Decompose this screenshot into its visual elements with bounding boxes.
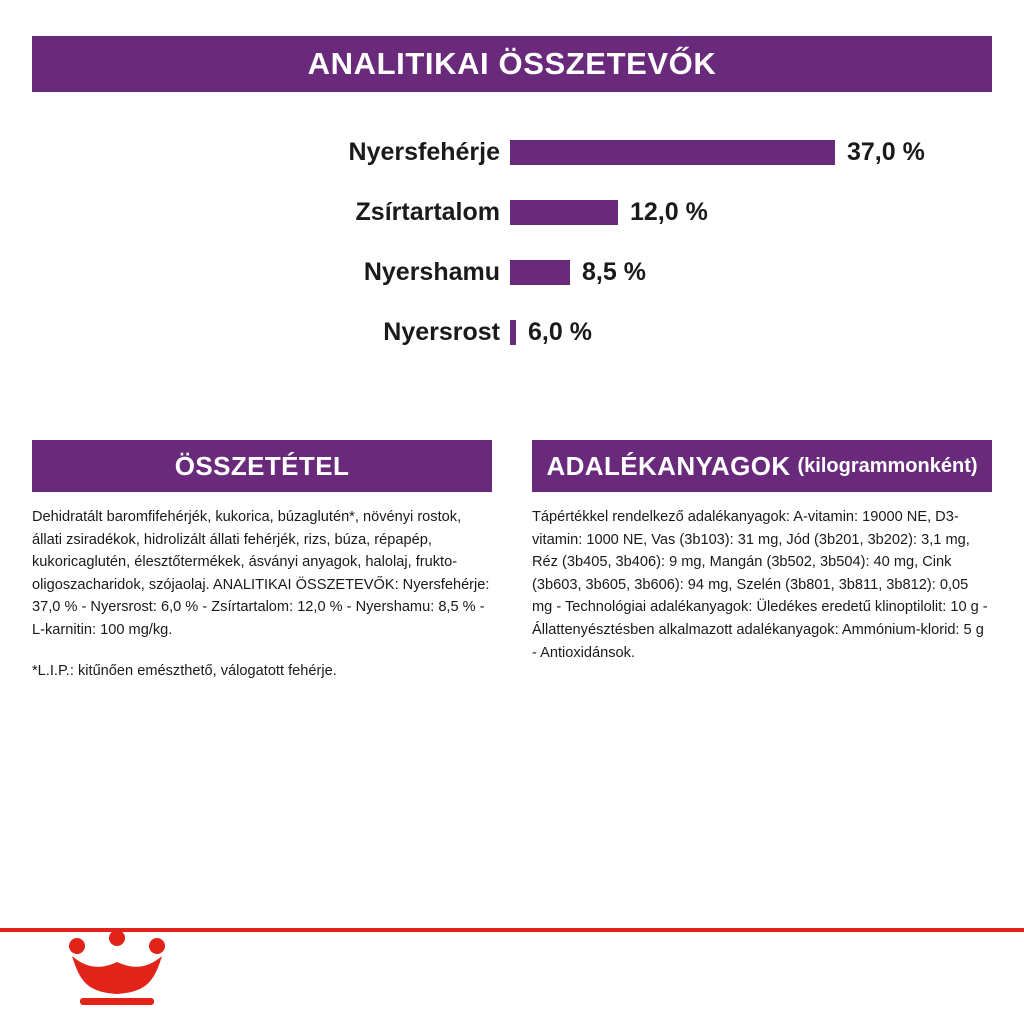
chart-value-label: 12,0 % <box>630 197 708 226</box>
composition-footnote: *L.I.P.: kitűnően emészthető, válogatott fehérje. <box>32 662 337 679</box>
chart-value-label: 8,5 % <box>582 257 646 286</box>
composition-heading-banner <box>32 440 492 492</box>
chart-row <box>32 250 992 294</box>
composition-paragraph: Dehidratált baromfifehérjék, kukorica, búzaglutén*, növényi rostok, állati zsiradékok, hidrolizált állati fehérjék, rizs, búza, répapép, kukoricaglutén, élesztőtermékek, ásványi anyagok, halolaj, frukto-oligoszacharidok, szójaolaj. ANALITIKAI ÖSSZETEVŐK: Nyersfehérje: 37,0 % - Nyersrost: 6,0 % - Zsírtartalom: 12,0 % - Nyershamu: 8,5 % - L-karnitin: 100 mg/kg. <box>32 509 490 639</box>
chart-bar <box>510 200 618 225</box>
analytical-constituents-chart <box>32 130 992 370</box>
chart-category-label: Nyersrost <box>383 317 500 346</box>
chart-bar <box>510 140 835 165</box>
additives-heading: ADALÉKANYAGOK <box>546 450 791 481</box>
chart-bar <box>510 260 570 285</box>
composition-section <box>32 440 492 682</box>
royal-canin-crown-icon <box>62 930 172 1006</box>
chart-row <box>32 190 992 234</box>
chart-value-label: 6,0 % <box>528 317 592 346</box>
chart-row <box>32 130 992 174</box>
page-title: ANALITIKAI ÖSSZETEVŐK <box>307 46 717 81</box>
additives-paragraph: Tápértékkel rendelkező adalékanyagok: A-vitamin: 19000 NE, D3-vitamin: 1000 NE, Vas (3b103): 31 mg, Jód (3b201, 3b202): 3,1 mg, Réz (3b405, 3b406): 9 mg, Mangán (3b502, 3b504): 40 mg, Cink (3b603, 3b605, 3b606): 94 mg, Szelén (3b801, 3b811, 3b812): 0,05 mg - Technológiai adalékanyagok: Üledékes eredetű klinoptilolit: 10 g - Állattenyésztésben alkalmazott adalékanyagok: Ammónium-klorid: 5 g - Antioxidánsok. <box>532 509 988 661</box>
composition-body <box>32 492 492 682</box>
additives-heading-subtitle: (kilogrammonként) <box>797 454 978 477</box>
chart-category-label: Nyershamu <box>363 257 500 286</box>
analytical-constituents-banner <box>32 36 992 92</box>
additives-body <box>532 492 992 664</box>
chart-category-label: Zsírtartalom <box>355 197 500 226</box>
chart-row <box>32 310 992 354</box>
additives-section <box>532 440 992 664</box>
chart-category-label: Nyersfehérje <box>348 137 500 166</box>
composition-heading: ÖSSZETÉTEL <box>174 450 350 481</box>
chart-value-label: 37,0 % <box>847 137 925 166</box>
additives-heading-banner <box>532 440 992 492</box>
